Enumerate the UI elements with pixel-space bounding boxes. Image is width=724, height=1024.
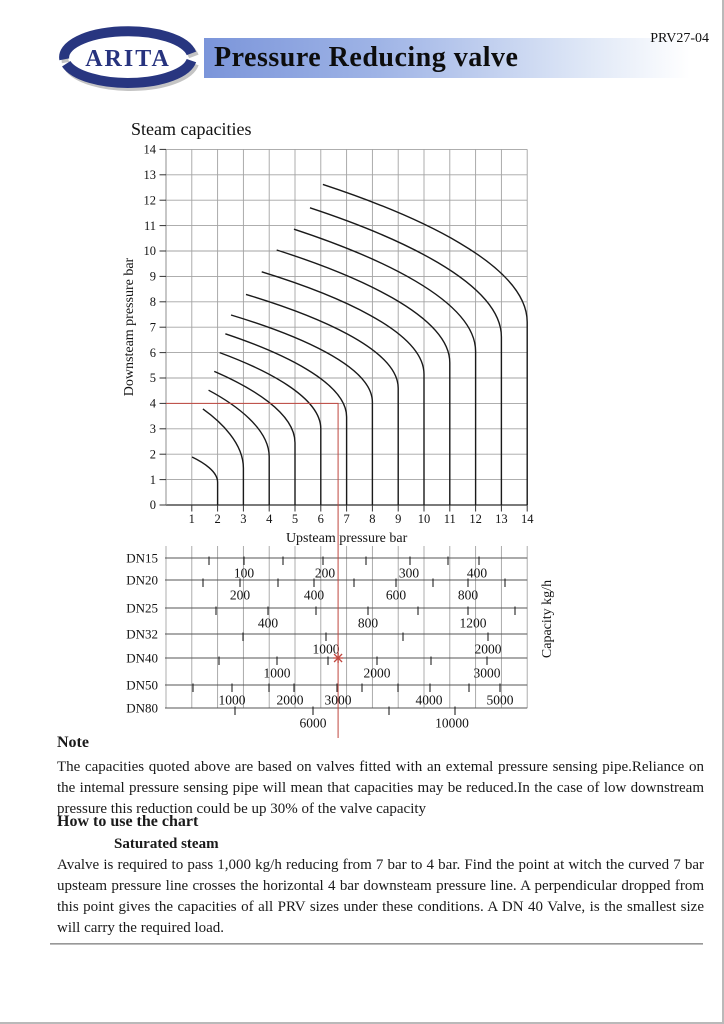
howto-line: upsteam pressure line crosses the horizontal 4 bar downsteam pressure line. A perpendicular dropped from [57,878,704,894]
curve-upstream-13bar [310,208,501,505]
howto-line: this point gives the capacities of all PRV sizes under these conditions. A DN 40 Valve, is the smallest size [57,899,704,915]
steam-capacities-chart [100,112,570,752]
dn-scale-value: 400 [303,587,325,603]
y-tick-label: 4 [149,396,156,411]
dn-row-label: DN40 [126,650,158,666]
x-tick-label: 7 [343,512,350,526]
dn-scale-value: 300 [398,565,420,581]
note-line: The capacities quoted above are based on valves fitted with an extemal pressure sensing pipe.Reliance on [57,759,704,775]
y-tick-label: 3 [149,422,156,436]
note-line: the intemal pressure sensing pipe will mean that capacities may be reduced.In the case of low downstream [57,780,704,796]
chart-title: Steam capacities [131,119,252,139]
dn-scale-value: 2000 [276,692,304,708]
logo-text: ARITA [85,46,171,72]
dn-scale-value: 6000 [299,715,327,731]
y-tick-label: 14 [143,142,156,157]
y-tick-label: 1 [149,472,156,487]
document-code: PRV27-04 [650,31,709,46]
dn-scale-value: 1000 [312,641,340,657]
footer-rule [50,943,703,945]
curve-upstream-5bar [214,371,295,505]
howto-heading: How to use the chart [57,813,199,830]
dn-scale-value: 3000 [324,692,352,708]
x-tick-label: 8 [369,512,376,526]
x-tick-label: 6 [317,512,324,526]
dn-scale-value: 100 [233,565,255,581]
y-tick-label: 10 [143,244,156,259]
arita-logo [56,24,204,92]
y-tick-label: 2 [149,447,156,462]
dn-row-label: DN50 [126,677,158,693]
x-tick-label: 10 [417,512,431,526]
dn-scale-value: 1200 [459,615,487,631]
dn-scale-value: 4000 [415,692,443,708]
x-tick-label: 4 [266,512,273,526]
y-tick-label: 13 [143,168,156,182]
x-tick-label: 2 [214,512,221,526]
y-tick-label: 0 [149,498,156,513]
dn-scale-value: 200 [314,565,336,581]
curve-upstream-2bar [192,457,218,505]
dn-scale-value: 3000 [473,665,501,681]
howto-line: will carry the required load. [57,920,225,936]
x-tick-label: 9 [395,512,402,526]
note-section [57,734,704,820]
dn-scale-value: 1000 [263,665,291,681]
y-tick-label: 6 [149,345,156,360]
y-tick-label: 7 [149,320,156,335]
dn-scale-value: 600 [385,587,407,603]
curve-upstream-14bar [323,184,527,505]
capacity-axis-title: Capacity kg/h [540,579,555,659]
x-tick-label: 14 [520,512,534,526]
y-tick-label: 5 [149,371,156,386]
y-axis-title: Downsteam pressure bar [122,257,137,397]
y-tick-label: 9 [149,269,156,284]
dn-scale-value: 1000 [218,692,246,708]
dn-row-label: DN15 [126,550,158,566]
dn-row-label: DN32 [126,626,158,642]
y-tick-label: 12 [143,193,156,208]
howto-section [57,813,704,939]
x-tick-label: 12 [469,512,482,526]
dn-scale-value: 2000 [363,665,391,681]
title-bar [204,38,705,78]
x-tick-label: 3 [240,512,247,526]
note-line: pressure this reduction could be up 30% of the valve capacity [57,801,427,817]
howto-line: Avalve is required to pass 1,000 kg/h reducing from 7 bar to 4 bar. Find the point at witch the curved 7 bar [57,857,704,873]
dn-scale-value: 400 [257,615,279,631]
x-tick-label: 13 [495,512,508,526]
dn-scale-value: 800 [457,587,479,603]
dn-row-label: DN80 [126,700,158,716]
dn-scale-value: 5000 [486,692,514,708]
dn-row-label: DN20 [126,572,158,588]
howto-subheading: Saturated steam [114,836,219,852]
dn-scale-value: 200 [229,587,251,603]
curve-upstream-3bar [203,409,244,505]
x-tick-label: 11 [443,512,456,526]
x-tick-label: 1 [188,512,195,526]
curve-upstream-10bar [262,272,424,505]
page-title: Pressure Reducing valve [214,42,519,73]
x-axis-title: Upsteam pressure bar [285,531,408,546]
x-tick-label: 5 [291,512,299,526]
dn-scale-value: 800 [357,615,379,631]
dn-scale-value: 2000 [474,641,502,657]
dn-scale-value: 10000 [435,715,469,731]
y-tick-label: 11 [143,218,156,233]
dn-scale-value: 400 [466,565,488,581]
dn-row-label: DN25 [126,600,158,616]
y-tick-label: 8 [149,295,156,309]
note-heading: Note [57,734,89,751]
